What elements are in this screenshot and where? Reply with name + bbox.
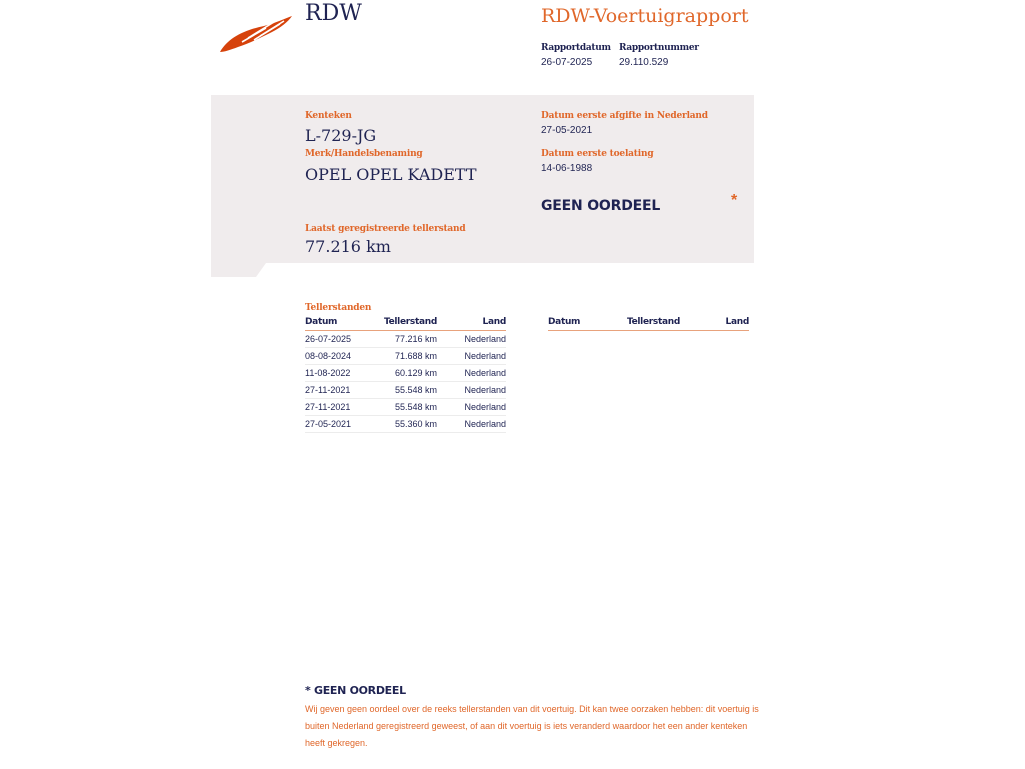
table-row [305, 382, 506, 399]
cell-land: Nederland [464, 385, 506, 395]
brand-name: RDW [305, 1, 362, 26]
cell-datum: 08-08-2024 [305, 351, 352, 361]
cell-datum: 26-07-2025 [305, 334, 352, 344]
rapportdatum-label: Rapportdatum [541, 43, 611, 53]
column-header-land: Land [482, 317, 506, 327]
cell-datum: 27-05-2021 [305, 419, 352, 429]
footnote-marker: * [305, 684, 311, 697]
table-row [305, 348, 506, 365]
table-header [548, 317, 749, 331]
rapportnummer-label: Rapportnummer [619, 43, 699, 53]
cell-datum: 27-11-2021 [305, 402, 351, 412]
merk-label: Merk/Handelsbenaming [305, 149, 423, 159]
kenteken-value: L-729-JG [305, 126, 377, 145]
column-header-datum: Datum [305, 317, 338, 327]
cell-tellerstand: 55.360 km [394, 419, 437, 429]
column-header-tellerstand: Tellerstand [626, 317, 680, 327]
verdict-asterisk: * [731, 192, 738, 209]
table-row [305, 331, 506, 348]
tellerstand-value: 77.216 km [305, 237, 391, 256]
cell-tellerstand: 71.688 km [394, 351, 437, 361]
column-header-land: Land [725, 317, 749, 327]
table-row [305, 365, 506, 382]
merk-value: OPEL OPEL KADETT [305, 165, 477, 184]
rapportdatum-value: 26-07-2025 [541, 57, 593, 68]
cell-land: Nederland [464, 351, 506, 361]
cell-land: Nederland [464, 419, 506, 429]
table-header [305, 317, 506, 331]
table-row [305, 399, 506, 416]
table-row [305, 416, 506, 433]
cell-datum: 27-11-2021 [305, 385, 351, 395]
toelating-value: 14-06-1988 [541, 163, 593, 174]
cell-tellerstand: 60.129 km [394, 368, 437, 378]
tellerstanden-table-left [305, 317, 506, 433]
rapportnummer-value: 29.110.529 [619, 57, 669, 68]
footnote-text: Wij geven geen oordeel over de reeks tellerstanden van dit voertuig. Dit kan twee oorzaken hebben: dit voertuig is buiten Nederland geregistreerd geweest, of aan dit voertuig is iets veranderd waardoor het een ander kenteken heeft gekregen. [305, 704, 759, 748]
afgifte-value: 27-05-2021 [541, 125, 593, 136]
tellerstanden-title: Tellerstanden [305, 303, 372, 313]
cell-land: Nederland [464, 402, 506, 412]
tellerstanden-table-right [548, 317, 749, 331]
vehicle-summary-panel [211, 95, 754, 277]
tellerstand-label: Laatst geregistreerde tellerstand [305, 224, 466, 234]
cell-tellerstand: 55.548 km [394, 385, 437, 395]
rdw-logo-icon [218, 16, 294, 54]
cell-datum: 11-08-2022 [305, 368, 351, 378]
kenteken-label: Kenteken [305, 111, 352, 121]
column-header-tellerstand: Tellerstand [383, 317, 437, 327]
afgifte-label: Datum eerste afgifte in Nederland [541, 111, 708, 121]
cell-land: Nederland [464, 368, 506, 378]
toelating-label: Datum eerste toelating [541, 149, 654, 159]
footnote-title [305, 684, 406, 697]
verdict-text: GEEN OORDEEL [541, 198, 661, 214]
cell-tellerstand: 55.548 km [394, 402, 437, 412]
column-header-datum: Datum [548, 317, 581, 327]
footnote-title-text: GEEN OORDEEL [313, 684, 406, 697]
report-title: RDW-Voertuigrapport [541, 5, 749, 27]
cell-tellerstand: 77.216 km [394, 334, 437, 344]
cell-land: Nederland [464, 334, 506, 344]
